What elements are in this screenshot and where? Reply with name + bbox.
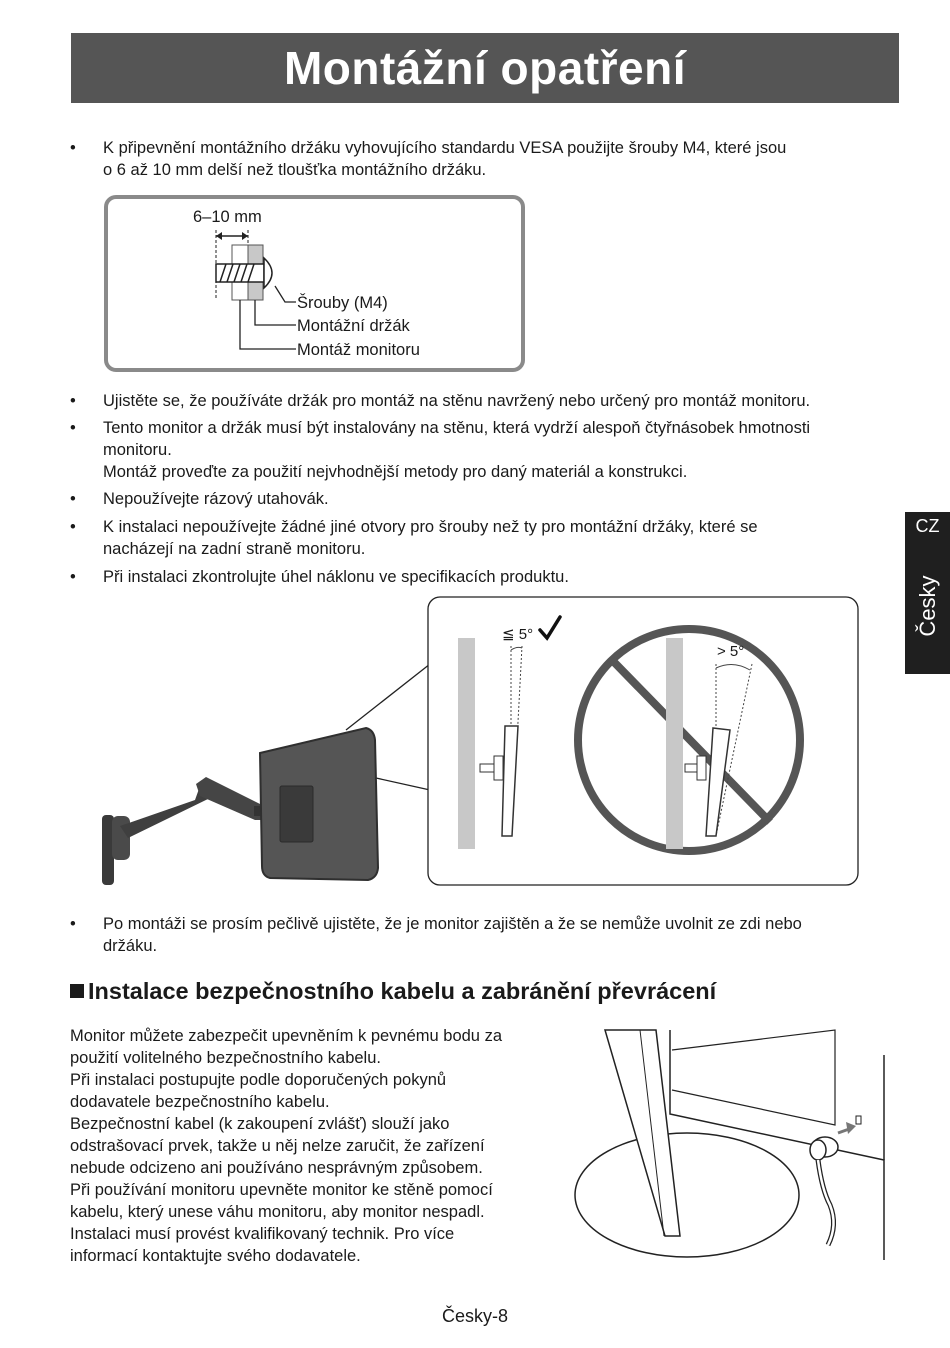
bullet-marker: • [70, 915, 76, 933]
paragraph-line: dodavatele bezpečnostního kabelu. [70, 1093, 330, 1111]
paragraph-line: Monitor můžete zabezpečit upevněním k pevnému bodu za [70, 1027, 502, 1045]
bullet-line: držáku. [103, 937, 158, 955]
lock-slot-icon [856, 1116, 861, 1124]
stand-ok [494, 756, 503, 780]
paragraph-line: Při používání monitoru upevněte monitor ke stěně pomocí [70, 1181, 493, 1199]
wall-ok [458, 638, 475, 849]
bullet-line: Nepoužívejte rázový utahovák. [103, 490, 329, 508]
screw-dimension-label: 6–10 mm [193, 208, 262, 226]
vesa-mount [280, 786, 313, 842]
bullet-marker: • [70, 568, 76, 586]
bullet-line: Ujistěte se, že používáte držák pro montáž na stěnu navržený nebo určený pro montáž monitoru. [103, 392, 811, 410]
bullet-marker: • [70, 139, 76, 157]
ok-angle-label: ≦ 5° [502, 626, 534, 643]
paragraph-line: Při instalaci postupujte podle doporučených pokynů [70, 1071, 447, 1089]
bullet-line: Tento monitor a držák musí být instalovány na stěnu, která vydrží alespoň čtyřnásobek hmotnosti [103, 419, 811, 437]
monitor-screen-edge [672, 1030, 835, 1125]
bracket-label: Montážní držák [297, 317, 410, 335]
callout-line-top [346, 664, 430, 730]
bullet-marker: • [70, 419, 76, 437]
bullet-marker: • [70, 518, 76, 536]
tilt-diagram [102, 597, 858, 885]
screw-label: Šrouby (M4) [297, 294, 388, 312]
bullet-marker: • [70, 392, 76, 410]
paragraph-line: použití volitelného bezpečnostního kabelu. [70, 1049, 381, 1067]
language-code: CZ [915, 516, 940, 536]
paragraph-line: informací kontaktujte svého dodavatele. [70, 1247, 361, 1265]
bullet-line: monitoru. [103, 441, 172, 459]
section-heading-text: Instalace bezpečnostního kabelu a zabránění převrácení [88, 978, 717, 1004]
stand-base [575, 1133, 799, 1257]
ng-angle-label: > 5° [717, 643, 745, 660]
callout-line-bottom [376, 778, 430, 790]
stand-ng [697, 756, 706, 780]
paragraph-line: odstrašovací prvek, takže u něj nelze zaručit, že zařízení [70, 1137, 485, 1155]
bullet-line: nacházejí na zadní straně monitoru. [103, 540, 366, 558]
bullet-line: Montáž proveďte za použití nejvhodnější metody pro daný materiál a konstrukci. [103, 463, 688, 481]
paragraph-line: kabelu, který unese váhu monitoru, aby monitor nespadl. [70, 1203, 485, 1221]
bullet-line: K připevnění montážního držáku vyhovujícího standardu VESA použijte šrouby M4, které jsou [103, 139, 787, 157]
arrowhead-icon [846, 1122, 856, 1134]
bullet-marker: • [70, 490, 76, 508]
paragraph-line: nebude odcizeno ani používáno nesprávným způsobem. [70, 1159, 483, 1177]
bullet-line: Po montáži se prosím pečlivě ujistěte, že je monitor zajištěn a že se nemůže uvolnit ze zdi nebo [103, 915, 802, 933]
arm-base [112, 816, 130, 860]
language-name: Česky [915, 575, 940, 637]
page-title: Montážní opatření [71, 33, 899, 103]
monitor-back [260, 728, 378, 880]
security-cable-illustration [575, 1030, 884, 1260]
paragraph-line: Bezpečnostní kabel (k zakoupení zvlášť) slouží jako [70, 1115, 450, 1133]
arm-lower-segment [120, 784, 210, 838]
bullet-line: Při instalaci zkontrolujte úhel náklonu ve specifikacích produktu. [103, 568, 569, 586]
bullet-line: K instalaci nepoužívejte žádné jiné otvory pro šrouby než ty pro montážní držáky, které se [103, 518, 758, 536]
page-footer: Česky-8 [441, 1306, 508, 1326]
wall-arm-monitor-illustration [102, 728, 378, 885]
monitor-mount-label: Montáž monitoru [297, 341, 420, 359]
bracket-ok [480, 764, 494, 772]
screw-diagram [106, 197, 523, 370]
bullet-line: o 6 až 10 mm delší než tloušťka montážního držáku. [103, 161, 487, 179]
cable-lock-face [810, 1140, 826, 1160]
wall-ng [666, 638, 683, 849]
paragraph-line: Instalaci musí provést kvalifikovaný technik. Pro více [70, 1225, 455, 1243]
bracket-ng [685, 764, 697, 772]
